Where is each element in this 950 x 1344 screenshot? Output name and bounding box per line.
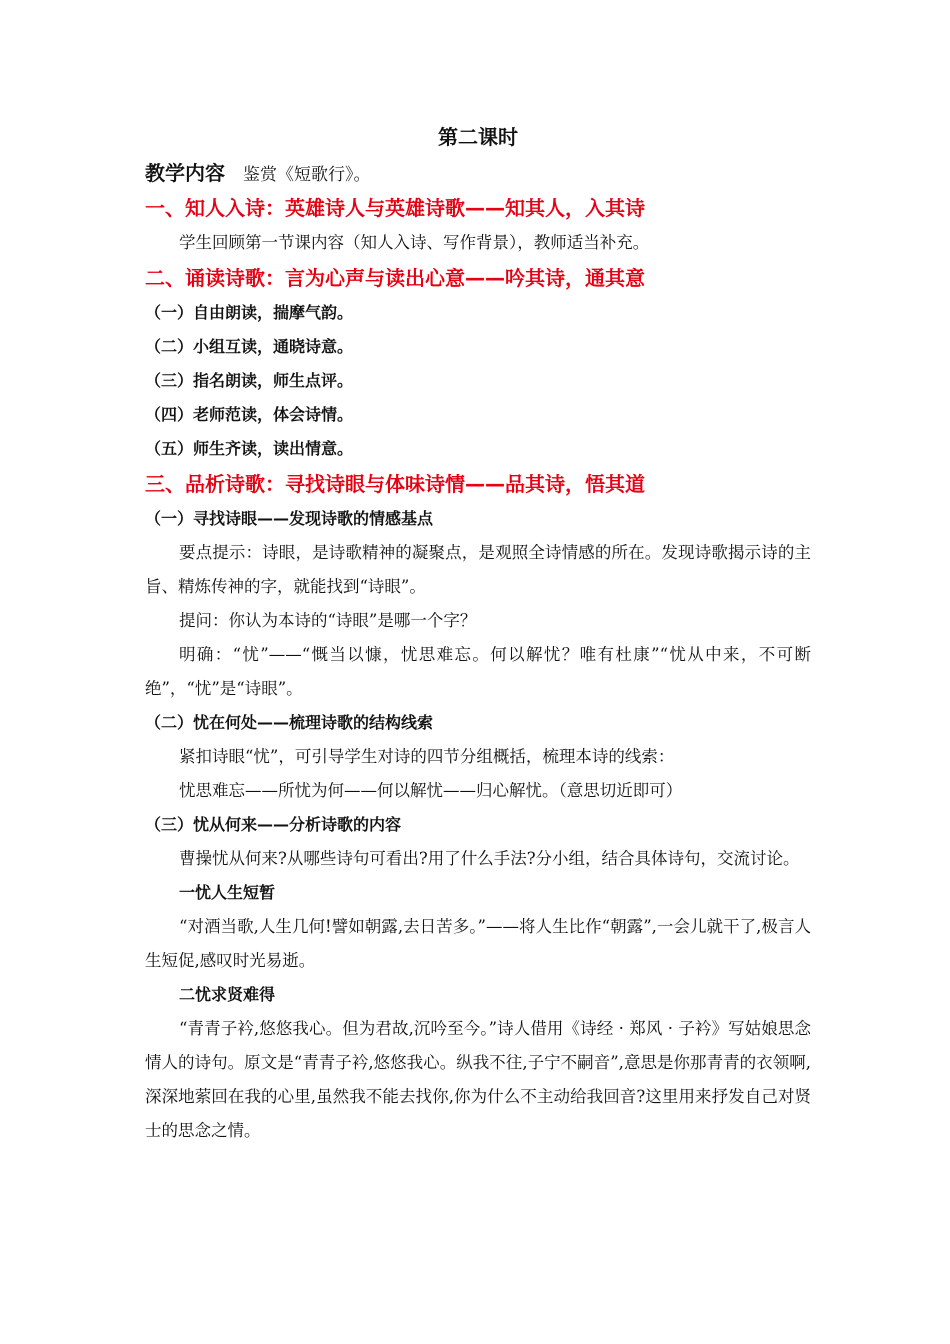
point-2-heading: 二忧求贤难得 xyxy=(179,985,276,1004)
point-1-text: “对酒当歌,人生几何!譬如朝露,去日苦多。”——将人生比作“朝露”,一会儿就干了,极言人生短促,感叹时光易逝。 xyxy=(145,917,811,970)
section-3-heading: 三、品析诗歌：寻找诗眼与体味诗情——品其诗，悟其道 xyxy=(145,472,645,496)
section-1-heading: 一、知人入诗：英雄诗人与英雄诗歌——知其人，入其诗 xyxy=(145,196,645,220)
subsection-2-clue: 忧思难忘——所忧为何——何以解忧——归心解忧。（意思切近即可） xyxy=(179,781,683,800)
section-1-text: 学生回顾第一节课内容（知人入诗、写作背景），教师适当补充。 xyxy=(179,233,650,252)
point-2-text: “青青子衿,悠悠我心。但为君故,沉吟至今。”诗人借用《诗经 · 郑风 · 子衿》写姑娘思念情人的诗句。原文是“青青子衿,悠悠我心。纵我不往,子宁不嗣音”,意思是你那青青的衣领啊,深深地萦回在我的心里,虽然我不能去找你,你为什么不主动给我回音?这里用来抒发自己对贤士的思念之情。 xyxy=(145,1019,811,1140)
section-2-item: （三）指名朗读，师生点评。 xyxy=(145,371,354,390)
section-2-item: （五）师生齐读，读出情意。 xyxy=(145,439,354,458)
teaching-content-label: 教学内容 xyxy=(145,161,225,185)
lesson-title: 第二课时 xyxy=(438,125,518,149)
section-2-heading: 二、诵读诗歌：言为心声与读出心意——吟其诗，通其意 xyxy=(145,266,645,290)
subsection-3-heading: （三）忧从何来——分析诗歌的内容 xyxy=(145,815,402,834)
subsection-1-question: 提问：你认为本诗的“诗眼”是哪一个字？ xyxy=(179,611,477,630)
subsection-3-paragraph: 曹操忧从何来?从哪些诗句可看出?用了什么手法?分小组，结合具体诗句，交流讨论。 xyxy=(179,849,800,868)
subsection-1-heading: （一）寻找诗眼——发现诗歌的情感基点 xyxy=(145,509,434,528)
subsection-1-answer: 明确：“忧”——“慨当以慷，忧思难忘。何以解忧？唯有杜康”“忧从中来，不可断绝”，“忧”是“诗眼”。 xyxy=(145,645,811,698)
subsection-2-paragraph: 紧扣诗眼“忧”，可引导学生对诗的四节分组概括，梳理本诗的线索： xyxy=(179,747,675,766)
section-2-item: （一）自由朗读，揣摩气韵。 xyxy=(145,303,354,322)
teaching-content-text: 鉴赏《短歌行》。 xyxy=(243,165,371,185)
section-2-item: （二）小组互读，通晓诗意。 xyxy=(145,337,354,356)
teaching-content-line xyxy=(145,156,811,190)
document-page xyxy=(145,118,811,1148)
subsection-2-heading: （二）忧在何处——梳理诗歌的结构线索 xyxy=(145,713,434,732)
subsection-1-paragraph: 要点提示：诗眼，是诗歌精神的凝聚点，是观照全诗情感的所在。发现诗歌揭示诗的主旨、精炼传神的字，就能找到“诗眼”。 xyxy=(145,543,811,596)
section-2-item: （四）老师范读，体会诗情。 xyxy=(145,405,354,424)
point-1-heading: 一忧人生短暂 xyxy=(179,883,276,902)
